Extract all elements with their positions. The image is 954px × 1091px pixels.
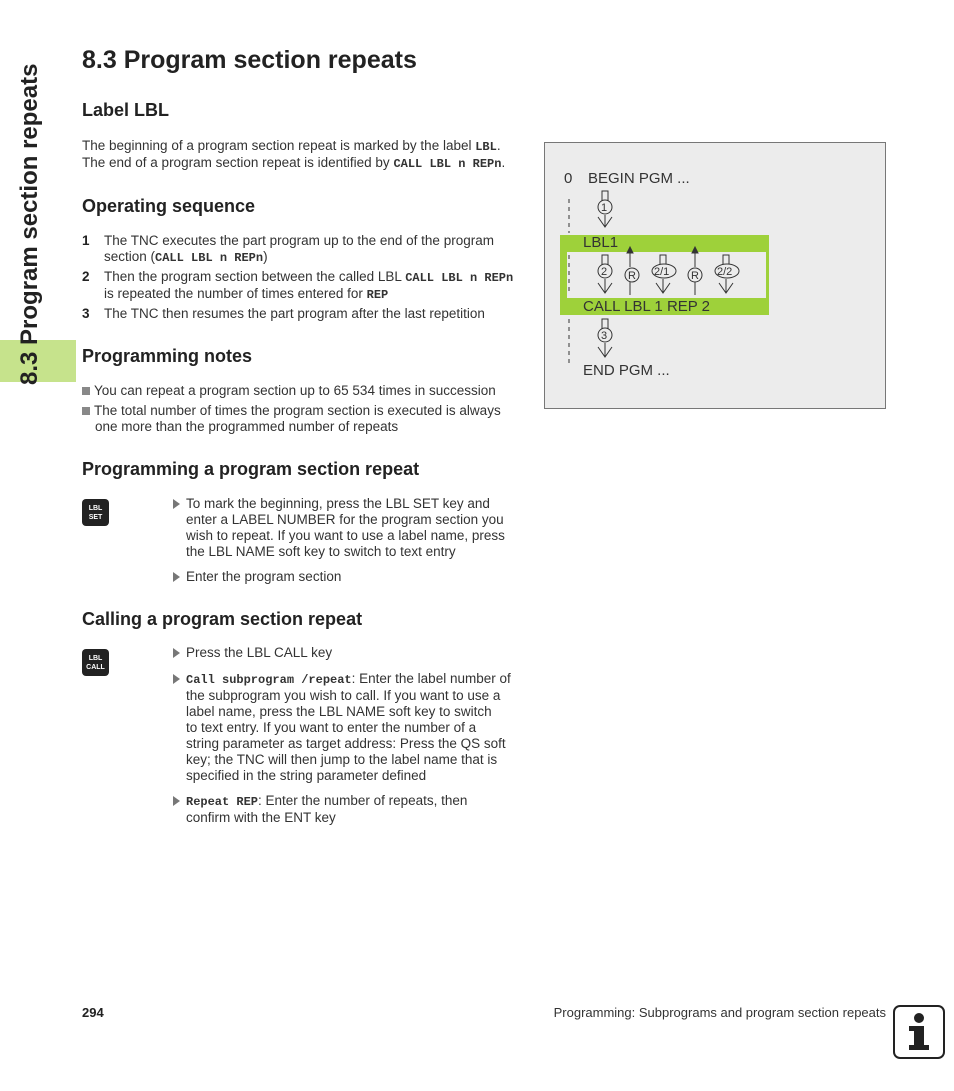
page-title: 8.3 Program section repeats xyxy=(82,46,417,74)
step-number: 2 xyxy=(82,269,90,284)
step-arrow-icon xyxy=(173,796,180,806)
instruction-text: Enter the program section xyxy=(186,569,342,584)
flow-mark: 2 xyxy=(601,266,608,278)
step-text: The TNC then resumes the part program after the last repetition xyxy=(104,306,485,321)
instruction-text: Call subprogram /repeat: Enter the label number of the subprogram you wish to call. If you want to use a label name, press the LBL NAME soft key to switch to text entry. If you want to enter the number of a string parameter as target address: Press the QS soft key; the TNC will then jump to the label name that is specified in the string parameter defined xyxy=(186,671,511,783)
flow-mark: 1 xyxy=(601,202,608,214)
flow-mark: R xyxy=(691,270,699,282)
sidebar-tab xyxy=(0,0,76,1091)
step-arrow-icon xyxy=(173,648,180,658)
flow-arrows xyxy=(545,143,885,408)
instruction-text: Press the LBL CALL key xyxy=(186,645,333,660)
lbl1-label: LBL1 xyxy=(583,234,619,251)
flow-mark: 2/2 xyxy=(717,266,733,278)
step-arrow-icon xyxy=(173,572,180,582)
step-number: 3 xyxy=(82,306,90,321)
end-pgm-label: END PGM ... xyxy=(583,362,670,379)
step-number: 1 xyxy=(82,233,90,248)
step-arrow-icon xyxy=(173,499,180,509)
step-text: The TNC executes the part program up to the end of the program section (CALL LBL n REPn) xyxy=(104,233,494,265)
flow-mark: 3 xyxy=(601,330,608,342)
label-lbl-paragraph: The beginning of a program section repeat is marked by the label LBL. The end of a program section repeat is identified by CALL LBL n REPn. xyxy=(82,138,506,171)
begin-line-number: 0 xyxy=(564,170,573,187)
info-icon xyxy=(893,1005,945,1059)
lbl-call-key-icon: LBL CALL xyxy=(82,649,109,676)
program-flow-diagram xyxy=(544,142,886,409)
call-lbl-label: CALL LBL 1 REP 2 xyxy=(583,298,711,315)
lbl-set-key-icon: LBL SET xyxy=(82,499,109,526)
instruction-text: Repeat REP: Enter the number of repeats, then confirm with the ENT key xyxy=(186,793,468,825)
sidebar-tab-text: 8.3 Program section repeats xyxy=(16,63,43,385)
begin-pgm-label: BEGIN PGM ... xyxy=(588,170,690,187)
calling-repeat-heading: Calling a program section repeat xyxy=(82,609,363,629)
bullet-square-icon xyxy=(82,407,90,415)
step-arrow-icon xyxy=(173,674,180,684)
programming-repeat-heading: Programming a program section repeat xyxy=(82,459,420,479)
label-lbl-heading: Label LBL xyxy=(82,100,170,120)
note-item: You can repeat a program section up to 65 534 times in succession xyxy=(82,383,532,399)
footer-chapter: Programming: Subprograms and program section repeats xyxy=(553,1005,886,1020)
flow-mark: R xyxy=(628,270,636,282)
bullet-square-icon xyxy=(82,387,90,395)
operating-sequence-heading: Operating sequence xyxy=(82,196,256,216)
step-text: Then the program section between the called LBL CALL LBL n REPn is repeated the number of times entered for REP xyxy=(104,269,514,302)
programming-notes-heading: Programming notes xyxy=(82,346,253,366)
instruction-text: To mark the beginning, press the LBL SET key and enter a LABEL NUMBER for the program section you wish to repeat. If you want to use a label name, press the LBL NAME soft key to switch to text entry xyxy=(186,496,505,559)
flow-mark: 2/1 xyxy=(654,266,670,278)
note-item: The total number of times the program section is executed is always one more than the programmed number of repeats xyxy=(82,403,532,435)
page-number: 294 xyxy=(82,1005,104,1020)
